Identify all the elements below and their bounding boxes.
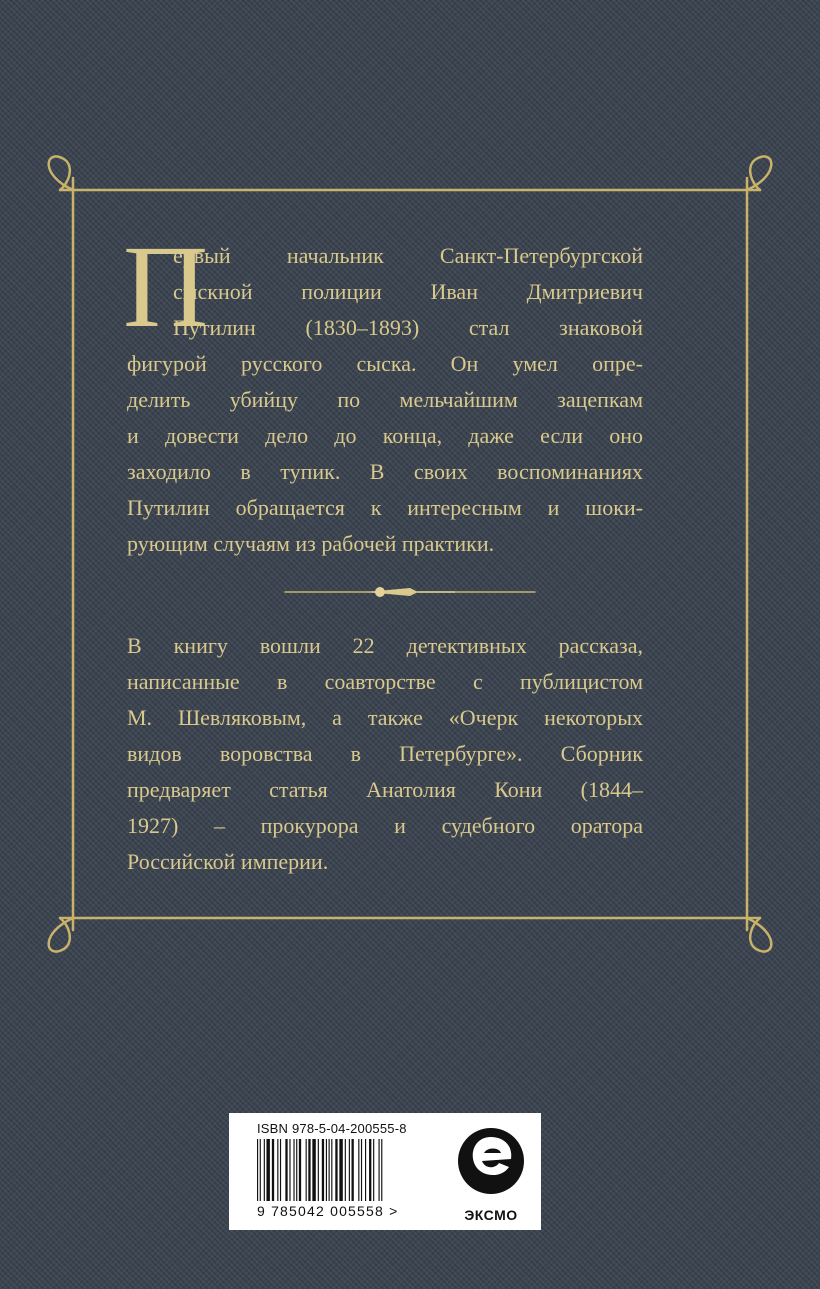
text-line: делить убийцу по мельчайшим зацепкам [127, 387, 643, 412]
text-line: предваряет статья Анатолия Кони (1844– [127, 777, 643, 802]
text-line: Путилин обращается к интересным и шоки- [127, 495, 643, 520]
text-line: сыскной полиции Иван Дмитриевич [173, 279, 643, 304]
divider-ornament [365, 588, 418, 596]
text-line: рующим случаям из рабочей практики. [127, 531, 495, 556]
text-line: написанные в соавторстве с публицистом [127, 669, 643, 694]
eksmo-logo-icon [451, 1123, 531, 1199]
barcode-panel [229, 1113, 541, 1230]
text-line: Путилин (1830–1893) стал знаковой [173, 315, 643, 340]
text-line: В книгу вошли 22 детективных рассказа, [127, 633, 643, 658]
barcode-digits: 9 785042 005558 > [257, 1203, 399, 1219]
text-line: Российской империи. [127, 849, 329, 874]
text-line: и довести дело до конца, даже если оно [127, 423, 643, 448]
text-line: М. Шевляковым, а также «Очерк некоторых [127, 705, 643, 730]
publisher-name: ЭКСМО [464, 1207, 518, 1223]
barcode-image [257, 1139, 433, 1211]
text-line: видов воровства в Петербурге». Сборник [127, 741, 643, 766]
text-line: фигурой русского сыска. Он умел опре- [127, 351, 643, 376]
description-paragraph-1 [127, 238, 643, 562]
text-line: заходило в тупик. В своих воспоминаниях [127, 459, 643, 484]
drop-cap: П [123, 221, 209, 352]
description-paragraph-2 [127, 628, 643, 880]
text-line: 1927) – прокурора и судебного оратора [127, 813, 643, 838]
text-line: ервый начальник Санкт-Петербургской [173, 243, 643, 268]
isbn-label: ISBN 978-5-04-200555-8 [257, 1121, 407, 1136]
